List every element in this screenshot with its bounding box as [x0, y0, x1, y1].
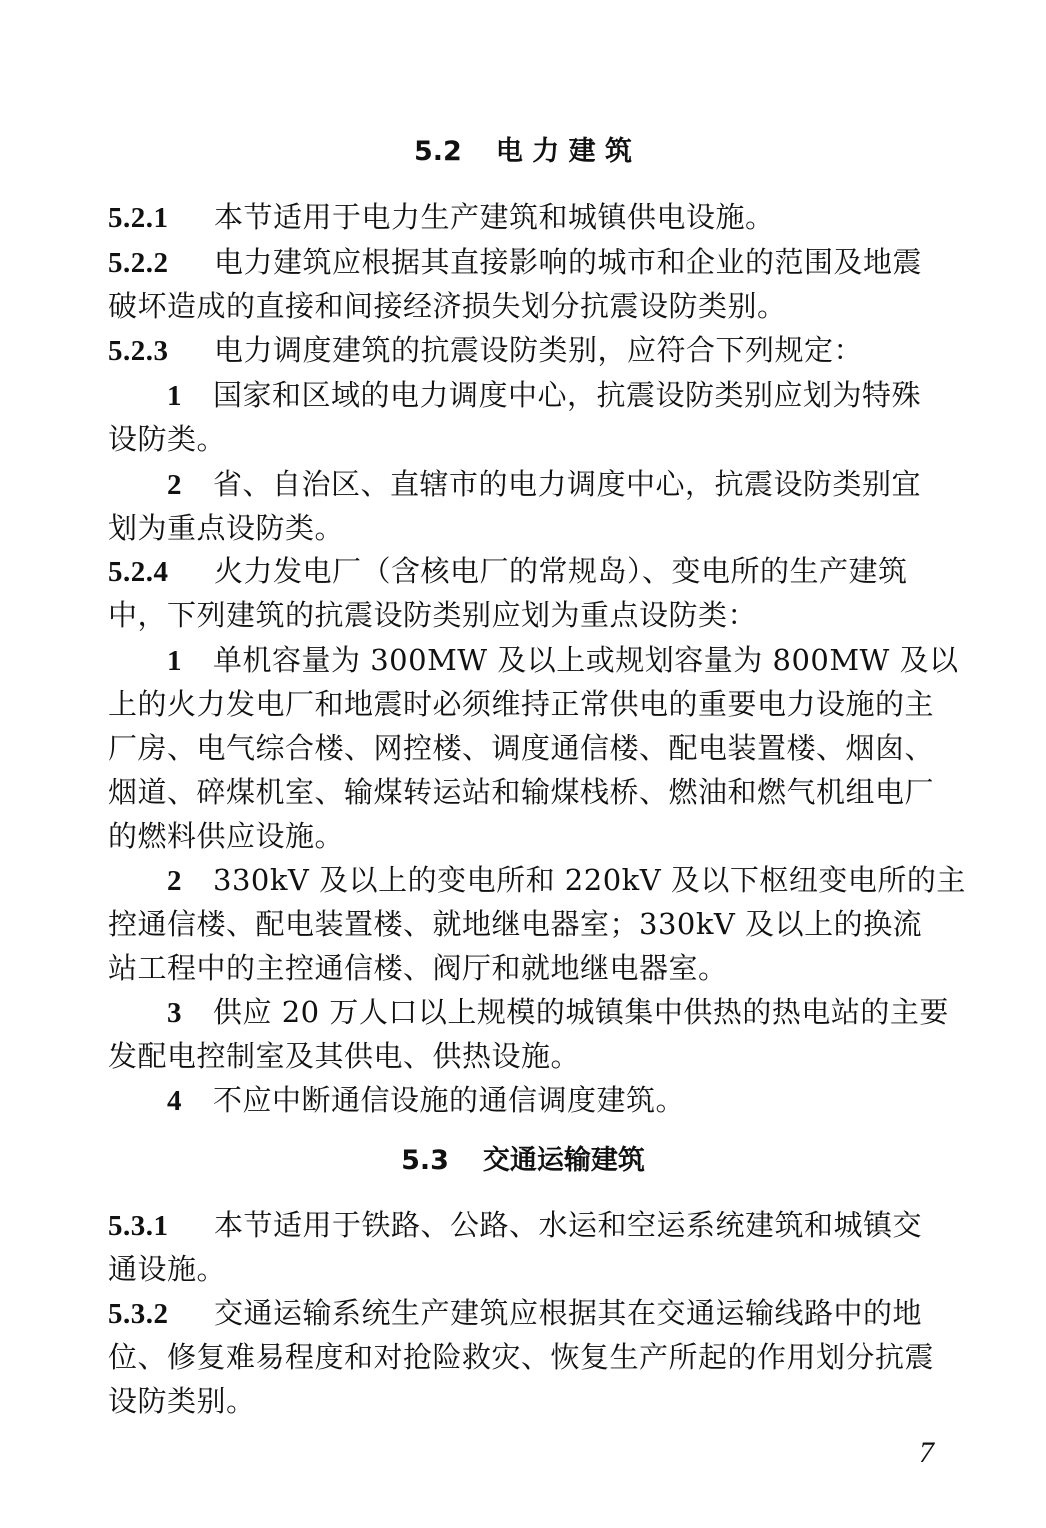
clause-number: 5.2.2 [108, 247, 169, 279]
clause-5-2-1 [108, 195, 775, 240]
list-item [167, 858, 966, 903]
clause-text: 电力建筑应根据其直接影响的城市和企业的范围及地震 [214, 245, 923, 279]
section-number: 5.3 [401, 1145, 449, 1176]
clause-text-continued: 位、修复难易程度和对抢险救灾、恢复生产所起的作用划分抗震 [108, 1340, 935, 1374]
section-heading-5-2 [0, 132, 1046, 172]
list-item [167, 990, 949, 1035]
clause-text-continued: 设防类别。 [108, 1384, 256, 1418]
clause-number: 5.2.4 [108, 556, 169, 588]
item-text: 供应 20 万人口以上规模的城镇集中供热的热电站的主要 [213, 995, 949, 1029]
clause-text: 本节适用于铁路、公路、水运和空运系统建筑和城镇交 [214, 1208, 923, 1242]
item-text: 不应中断通信设施的通信调度建筑。 [213, 1083, 686, 1117]
clause-text-continued: 通设施。 [108, 1252, 227, 1286]
item-text: 国家和区域的电力调度中心，抗震设防类别应划为特殊 [213, 378, 922, 412]
clause-number: 5.3.2 [108, 1298, 169, 1330]
item-number: 2 [167, 469, 182, 501]
list-item [167, 1078, 685, 1123]
clause-number: 5.2.3 [108, 335, 169, 367]
clause-text: 本节适用于电力生产建筑和城镇供电设施。 [214, 200, 775, 234]
item-text-continued: 上的火力发电厂和地震时必须维持正常供电的重要电力设施的主 [108, 687, 935, 721]
clause-text: 电力调度建筑的抗震设防类别，应符合下列规定： [214, 333, 864, 367]
clause-text: 火力发电厂（含核电厂的常规岛）、变电所的生产建筑 [214, 554, 908, 588]
item-text-continued: 划为重点设防类。 [108, 511, 345, 545]
item-number: 4 [167, 1085, 182, 1117]
section-title: 电 力 建 筑 [495, 136, 633, 167]
item-text-continued: 站工程中的主控通信楼、阀厅和就地继电器室。 [108, 951, 728, 985]
item-text-continued: 厂房、电气综合楼、网控楼、调度通信楼、配电装置楼、烟囱、 [108, 731, 935, 765]
item-text-continued: 的燃料供应设施。 [108, 819, 345, 853]
item-number: 1 [167, 380, 182, 412]
clause-5-3-2 [108, 1291, 922, 1336]
clause-5-2-4 [108, 549, 908, 594]
item-text: 省、自治区、直辖市的电力调度中心，抗震设防类别宜 [213, 467, 922, 501]
clause-text-continued: 中，下列建筑的抗震设防类别应划为重点设防类： [108, 598, 758, 632]
clause-text: 交通运输系统生产建筑应根据其在交通运输线路中的地 [214, 1296, 923, 1330]
item-text-continued: 控通信楼、配电装置楼、就地继电器室；330kV 及以上的换流 [108, 907, 923, 941]
list-item [167, 373, 921, 418]
clause-number: 5.3.1 [108, 1210, 169, 1242]
clause-5-3-1 [108, 1203, 922, 1248]
clause-5-2-3 [108, 328, 863, 373]
item-text-continued: 烟道、碎煤机室、输煤转运站和输煤栈桥、燃油和燃气机组电厂 [108, 775, 935, 809]
item-text-continued: 设防类。 [108, 422, 227, 456]
clause-number: 5.2.1 [108, 202, 169, 234]
section-number: 5.2 [413, 136, 462, 167]
section-title: 交通运输建筑 [482, 1145, 645, 1176]
item-text-continued: 发配电控制室及其供电、供热设施。 [108, 1039, 581, 1073]
section-heading-5-3 [0, 1141, 1046, 1181]
clause-5-2-2 [108, 240, 922, 285]
item-text: 单机容量为 300MW 及以上或规划容量为 800MW 及以 [213, 643, 959, 677]
clause-text-continued: 破坏造成的直接和间接经济损失划分抗震设防类别。 [108, 289, 787, 323]
item-number: 2 [167, 865, 182, 897]
list-item [167, 638, 959, 683]
page-number: 7 [919, 1436, 934, 1469]
item-number: 3 [167, 997, 182, 1029]
item-text: 330kV 及以上的变电所和 220kV 及以下枢纽变电所的主 [213, 863, 966, 897]
item-number: 1 [167, 645, 182, 677]
list-item [167, 462, 921, 507]
